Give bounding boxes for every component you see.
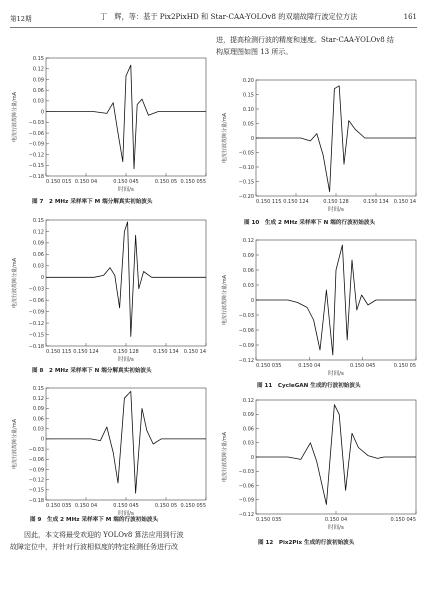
y-tick-label: 0.12 — [32, 395, 44, 402]
waveform-line — [256, 245, 416, 355]
x-axis-label: 时间/s — [118, 511, 134, 517]
y-tick-label: −0.12 — [238, 357, 254, 364]
y-tick-label: −0.06 — [238, 483, 254, 490]
y-tick-label: 0.09 — [32, 240, 44, 247]
y-tick-label: −0.12 — [28, 152, 44, 159]
y-tick-label: 0.12 — [242, 237, 254, 244]
x-tick-label: 0.150 05 — [393, 363, 416, 369]
y-tick-label: −0.06 — [28, 457, 44, 464]
y-tick-label: −0.15 — [28, 163, 44, 170]
y-tick-label: 0.09 — [242, 252, 254, 259]
y-tick-label: −0.09 — [28, 141, 44, 148]
x-axis-label: 时间/s — [328, 207, 344, 213]
y-tick-label: 0.09 — [32, 77, 44, 84]
y-tick-label: 0.06 — [242, 426, 254, 433]
x-tick-label: 0.150 055 — [180, 503, 206, 509]
figure-11-caption: 图 11 CycleGAN 生成的行波初始波头 — [257, 383, 361, 389]
y-tick-label: 0.12 — [242, 397, 254, 404]
y-tick-label: −0.03 — [28, 446, 44, 453]
right-intro-text — [216, 35, 394, 58]
x-tick-label: 0.150 035 — [46, 503, 72, 509]
figure-11-chart — [218, 236, 422, 378]
y-tick-label: −0.20 — [238, 193, 254, 200]
plot-frame — [46, 220, 206, 346]
y-axis-label: 电流行波故障分量/mA — [222, 432, 228, 482]
x-tick-label: 0.150 124 — [283, 199, 309, 205]
y-tick-label: −0.05 — [238, 150, 254, 157]
x-tick-label: 0.150 045 — [390, 517, 416, 523]
x-tick-label: 0.150 05 — [154, 179, 178, 185]
y-axis-label: 电流行波故障分量/mA — [222, 275, 228, 325]
waveform-line — [256, 86, 416, 192]
x-axis-label: 时间/s — [328, 525, 344, 531]
plot-frame — [46, 388, 206, 500]
x-tick-label: 0.150 045 — [349, 363, 376, 369]
x-axis-label: 时间/s — [118, 357, 134, 363]
y-tick-label: −0.18 — [28, 343, 44, 350]
x-tick-label: 0.150 05 — [154, 503, 178, 509]
y-tick-label: −0.09 — [28, 309, 44, 316]
figure-10-caption: 图 10 生成 2 MHz 采样率下 N 端的行波初始波头 — [244, 220, 376, 226]
y-tick-label: 0.03 — [32, 426, 44, 433]
y-tick-label: 0 — [250, 454, 254, 461]
y-tick-label: 0.03 — [32, 98, 44, 105]
x-tick-label: 0.150 134 — [363, 199, 389, 205]
x-tick-label: 0.150 055 — [180, 179, 206, 185]
figure-12-caption: 图 12 Pix2Pix 生成的行波初始波头 — [258, 540, 355, 546]
y-tick-label: 0.10 — [242, 106, 254, 113]
waveform-line — [256, 405, 416, 505]
y-axis-label: 电流行波故障分量/mA — [12, 419, 18, 469]
y-axis-label: 电流行波故障分量/mA — [222, 113, 228, 163]
y-axis-label: 电流行波故障分量/mA — [12, 258, 18, 308]
x-axis-label: 时间/s — [118, 187, 134, 193]
text-line: 因此，本文将最受欢迎的 YOLOv8 算法应用到行波 — [24, 531, 184, 539]
waveform-line — [46, 391, 206, 493]
text-line: 构原理图如图 13 所示。 — [216, 47, 293, 56]
x-tick-label: 0.150 128 — [323, 199, 349, 205]
y-tick-label: 0 — [40, 109, 44, 116]
x-tick-label: 0.150 035 — [256, 363, 282, 369]
figure-7-chart — [8, 54, 212, 194]
y-tick-label: 0.03 — [32, 263, 44, 270]
y-tick-label: 0.06 — [242, 267, 254, 274]
y-axis-label: 电流行波故障分量/mA — [12, 92, 18, 142]
figure-7-caption: 图 7 2 MHz 采样率下 M 端分解真实初始波头 — [32, 199, 153, 205]
x-tick-label: 0.150 115 — [46, 349, 72, 355]
y-tick-label: 0 — [40, 436, 44, 443]
y-tick-label: 0.06 — [32, 416, 44, 423]
y-tick-label: 0.15 — [32, 55, 44, 62]
y-tick-label: −0.18 — [28, 497, 44, 504]
x-tick-label: 0.150 14 — [393, 199, 416, 205]
running-title: 丁 辉，等：基于 Pix2PixHD 和 Star-CAA-YOLOv8 的双端故障行波定位方法 — [100, 12, 358, 21]
page-header — [0, 0, 427, 30]
y-tick-label: −0.15 — [28, 487, 44, 494]
y-tick-label: −0.12 — [28, 477, 44, 484]
y-tick-label: 0.03 — [242, 440, 254, 447]
header-rule — [10, 27, 417, 28]
y-tick-label: 0.20 — [242, 77, 254, 84]
y-tick-label: 0.09 — [242, 412, 254, 419]
text-line: 故障定位中，并针对行波相似度的特定检测任务进行改 — [10, 542, 178, 551]
x-tick-label: 0.150 035 — [256, 517, 282, 523]
y-tick-label: −0.09 — [28, 467, 44, 474]
issue-number: 第12期 — [10, 15, 32, 23]
y-tick-label: 0.06 — [32, 252, 44, 259]
y-tick-label: −0.06 — [238, 327, 254, 334]
x-tick-label: 0.150 134 — [153, 349, 179, 355]
x-tick-label: 0.150 04 — [74, 179, 98, 185]
x-axis-label: 时间/s — [328, 371, 344, 377]
x-tick-label: 0.150 128 — [113, 349, 139, 355]
y-tick-label: −0.03 — [28, 120, 44, 127]
y-tick-label: −0.03 — [238, 312, 254, 319]
x-tick-label: 0.150 04 — [324, 517, 348, 523]
x-tick-label: 0.150 115 — [256, 199, 282, 205]
y-tick-label: −0.12 — [238, 511, 254, 518]
y-tick-label: −0.03 — [28, 286, 44, 293]
y-tick-label: −0.15 — [238, 179, 254, 186]
figure-8-caption: 图 8 2 MHz 采样率下 N 端分解真实初始波头 — [32, 368, 152, 374]
x-tick-label: 0.150 015 — [46, 179, 72, 185]
y-tick-label: 0.15 — [32, 385, 44, 392]
x-tick-label: 0.150 04 — [74, 503, 98, 509]
y-tick-label: −0.09 — [238, 342, 254, 349]
y-tick-label: 0.15 — [242, 92, 254, 99]
y-tick-label: −0.06 — [28, 130, 44, 137]
bottom-paragraph — [10, 530, 215, 553]
figure-8-chart — [8, 216, 212, 364]
text-line: 进，提高检测行波的精度和速度。Star-CAA-YOLOv8 结 — [216, 36, 394, 44]
y-tick-label: −0.09 — [238, 497, 254, 504]
y-tick-label: 0 — [250, 297, 254, 304]
x-tick-label: 0.150 045 — [113, 179, 139, 185]
x-tick-label: 0.150 04 — [298, 363, 321, 369]
y-tick-label: 0 — [250, 135, 254, 142]
y-tick-label: −0.12 — [28, 320, 44, 327]
y-tick-label: 0.06 — [32, 87, 44, 94]
y-tick-label: −0.18 — [28, 173, 44, 180]
y-tick-label: −0.06 — [28, 297, 44, 304]
y-tick-label: 0.12 — [32, 229, 44, 236]
x-tick-label: 0.150 14 — [183, 349, 206, 355]
y-tick-label: −0.10 — [238, 164, 254, 171]
figure-9-chart — [8, 384, 212, 518]
y-tick-label: 0.05 — [242, 121, 254, 128]
waveform-line — [46, 222, 206, 337]
y-tick-label: −0.15 — [28, 332, 44, 339]
page-number: 161 — [403, 13, 417, 21]
y-tick-label: 0 — [40, 275, 44, 282]
figure-9-caption: 图 9 生成 2 MHz 采样率下 M 端的行波初始波头 — [30, 517, 159, 523]
y-tick-label: 0.15 — [32, 217, 44, 224]
y-tick-label: −0.03 — [238, 469, 254, 476]
figure-10-chart — [218, 76, 422, 214]
y-tick-label: 0.03 — [242, 282, 254, 289]
x-tick-label: 0.150 124 — [73, 349, 99, 355]
y-tick-label: 0.09 — [32, 406, 44, 413]
y-tick-label: 0.12 — [32, 66, 44, 73]
waveform-line — [46, 65, 206, 169]
x-tick-label: 0.150 045 — [113, 503, 139, 509]
figure-12-chart — [218, 396, 422, 532]
